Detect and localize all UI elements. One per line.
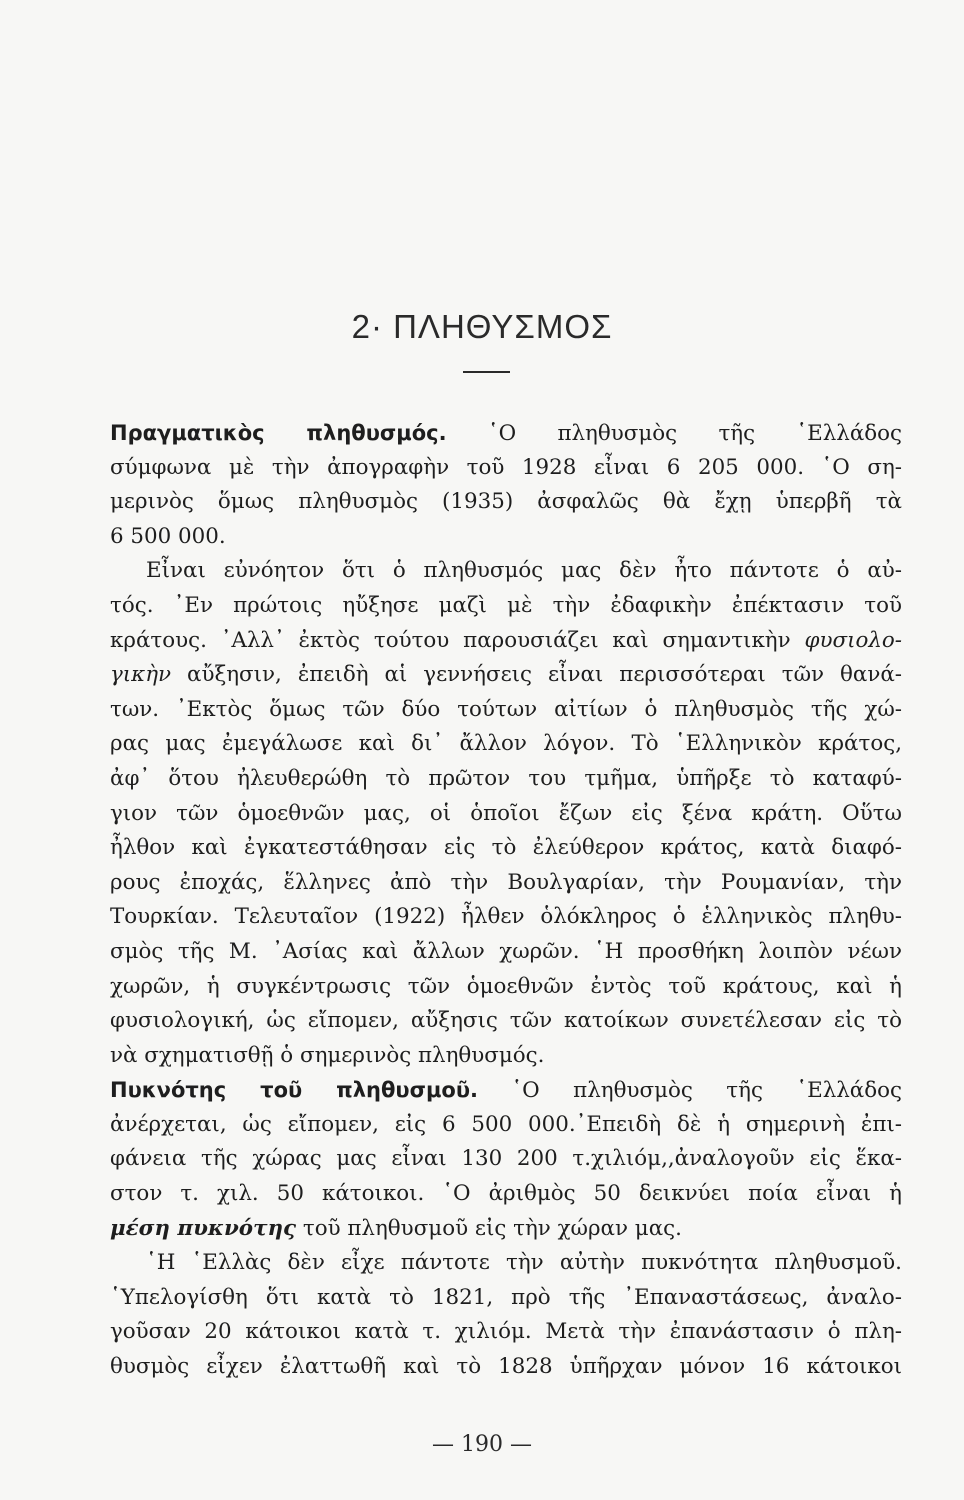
text-line: Τουρκίαν. Τελευταῖον (1922) ἦλθεν ὁλόκληρος ὁ ἑλληνικὸς πληθυ- [110, 904, 902, 930]
emphasis-text: γικὴν [110, 662, 172, 688]
emphasis-text: μέση πυκνότης [110, 1215, 297, 1241]
text-line: θυσμὸς εἶχεν ἐλαττωθῆ καὶ τὸ 1828 ὑπῆρχαν μόνον 16 κάτοικοι [110, 1354, 902, 1380]
chapter-title: 2· ΠΛΗΘΥΣΜΟΣ [351, 308, 613, 345]
text-line: φυσιολογική, ὡς εἴπομεν, αὔξησις τῶν κατοίκων συνετέλεσαν εἰς τὸ [110, 1008, 902, 1034]
text-line: ῾Υπελογίσθη ὅτι κατὰ τὸ 1821, πρὸ τῆς ᾿Επαναστάσεως, ἀναλο- [110, 1284, 902, 1310]
text-line: ρας μας ἐμεγάλωσε καὶ δι᾿ ἄλλον λόγον. Τὸ ῾Ελληνικὸν κράτος, [110, 731, 902, 757]
text-line: ῾Η ῾Ελλὰς δὲν εἶχε πάντοτε τὴν αὐτὴν πυκνότητα πληθυσμοῦ. [146, 1250, 902, 1276]
text-line: ρους ἐποχάς, ἕλληνες ἀπὸ τὴν Βουλγαρίαν, τὴν Ρουμανίαν, τὴν [110, 869, 902, 895]
text-line: Εἶναι εὐνόητον ὅτι ὁ πληθυσμός μας δὲν ἦτο πάντοτε ὁ αὐ- [146, 558, 902, 584]
text-line: 6 500 000. [110, 523, 226, 549]
text-line: νὰ σχηματισθῇ ὁ σημερινὸς πληθυσμός. [110, 1042, 545, 1068]
title-rule [463, 371, 510, 373]
text-line: τός. ᾿Εν πρώτοις ηὔξησε μαζὶ μὲ τὴν ἐδαφικὴν ἐπέκτασιν τοῦ [110, 592, 902, 618]
text-line: κράτους. ᾿Αλλ᾿ ἐκτὸς τούτου παρουσιάζει καὶ σημαντικὴν φυσιολο- [110, 627, 902, 653]
text-line: γικὴν αὔξησιν, ἐπειδὴ αἱ γεννήσεις εἶναι περισσότεραι τῶν θανά- [110, 662, 903, 688]
text-line: στον τ. χιλ. 50 κάτοικοι. ῾Ο ἀριθμὸς 50 δεικνύει ποία εἶναι ἡ [110, 1181, 902, 1207]
page-number: — 190 — [432, 1432, 532, 1457]
text-line: μερινὸς ὅμως πληθυσμὸς (1935) ἀσφαλῶς θὰ ἔχῃ ὑπερβῆ τὰ [110, 489, 902, 515]
text-line: των. ᾿Εκτὸς ὅμως τῶν δύο τούτων αἰτίων ὁ πληθυσμὸς τῆς χώ- [110, 696, 902, 722]
text-line: σμὸς τῆς Μ. ᾿Ασίας καὶ ἄλλων χωρῶν. ῾Η προσθήκη λοιπὸν νέων [110, 938, 902, 964]
body-text [110, 416, 902, 1385]
text-line: σύμφωνα μὲ τὴν ἀπογραφὴν τοῦ 1928 εἶναι 6 205 000. ῾Ο ση- [110, 454, 902, 480]
section-heading-population-density: Πυκνότης τοῦ πληθυσμοῦ. [110, 1078, 479, 1103]
text-line: Πυκνότης τοῦ πληθυσμοῦ. ῾Ο πληθυσμὸς τῆς ῾Ελλάδος [110, 1078, 902, 1104]
text-line: φάνεια τῆς χώρας μας εἶναι 130 200 τ.χιλιόμ,,ἀναλογοῦν εἰς ἕκα- [110, 1146, 902, 1172]
section-heading-actual-population: Πραγματικὸς πληθυσμός. [110, 421, 447, 445]
text-line: Πραγματικὸς πληθυσμός. ῾Ο πληθυσμὸς τῆς ῾Ελλάδος [110, 421, 902, 446]
emphasis-text: φυσιολο- [804, 627, 902, 653]
text-line: γιον τῶν ὁμοεθνῶν μας, οἱ ὁποῖοι ἔζων εἰς ξένα κράτη. Οὕτω [110, 800, 902, 826]
text-line: ἀνέρχεται, ὡς εἴπομεν, εἰς 6 500 000.᾿Επειδὴ δὲ ἡ σημερινὴ ἐπι- [110, 1111, 902, 1137]
text-line: γοῦσαν 20 κάτοικοι κατὰ τ. χιλιόμ. Μετὰ τὴν ἐπανάστασιν ὁ πλη- [110, 1319, 902, 1345]
text-line: ἦλθον καὶ ἐγκατεστάθησαν εἰς τὸ ἐλεύθερον κράτος, κατὰ διαφό- [110, 835, 902, 861]
text-line: ἀφ᾿ ὅτου ἠλευθερώθη τὸ πρῶτον του τμῆμα, ὑπῆρξε τὸ καταφύ- [110, 765, 902, 791]
text-line: μέση πυκνότης τοῦ πληθυσμοῦ εἰς τὴν χώραν μας. [110, 1215, 682, 1241]
text-line: χωρῶν, ἡ συγκέντρωσις τῶν ὁμοεθνῶν ἐντὸς τοῦ κράτους, καὶ ἡ [110, 973, 902, 999]
